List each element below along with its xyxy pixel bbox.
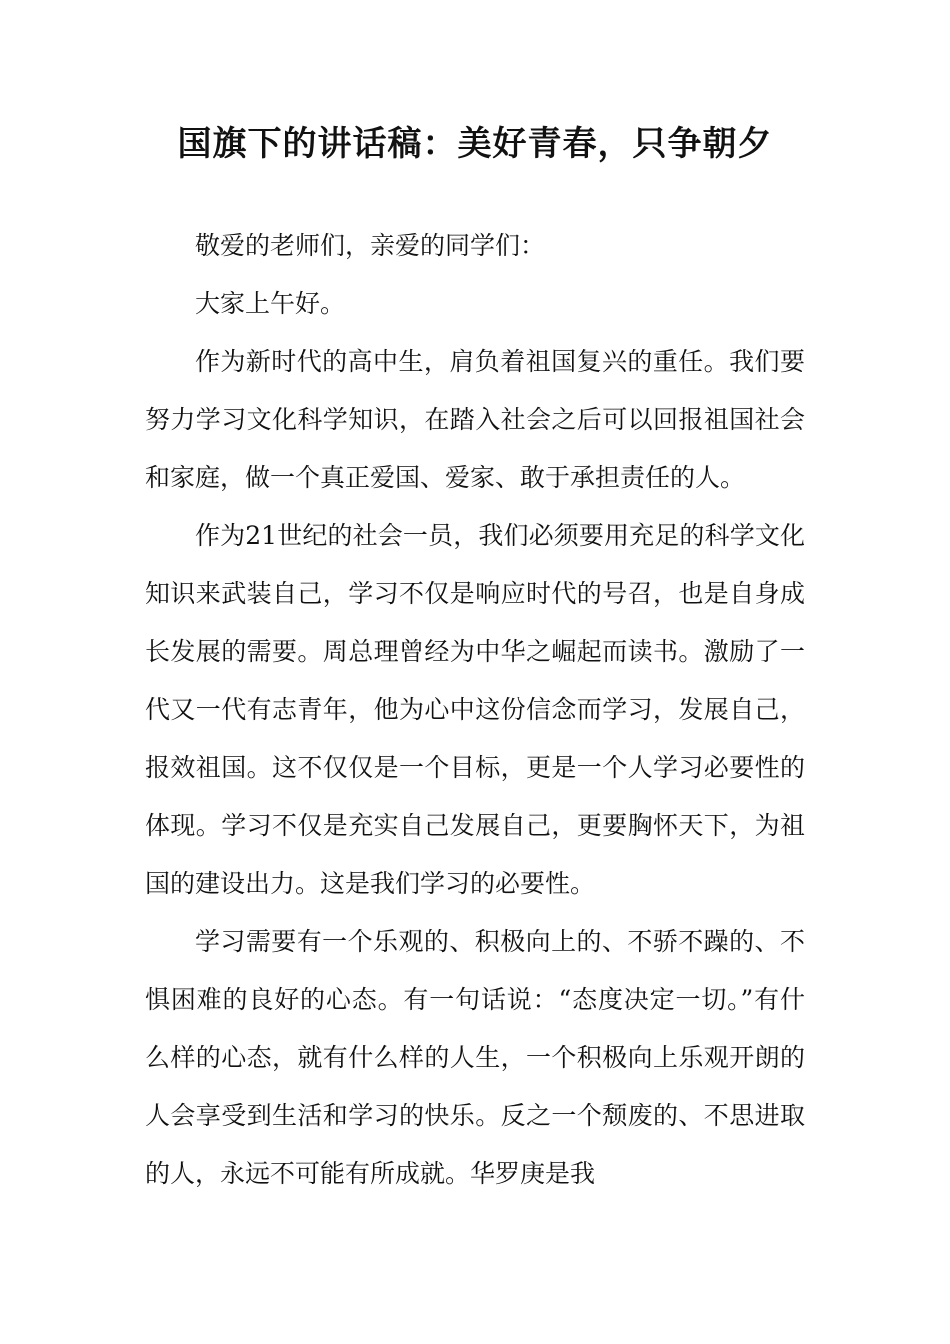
body-paragraph: 学习需要有一个乐观的、积极向上的、不骄不躁的、不惧困难的良好的心态。有一句话说：“态度决定一切。”有什么样的心态，就有什么样的人生，一个积极向上乐观开朗的人会享受到生活和学习的快乐。反之一个颓废的、不思进取的人，永远不可能有所成就。华罗庚是我 xyxy=(145,927,805,1188)
document-body xyxy=(145,217,805,1203)
greeting-paragraph: 大家上午好。 xyxy=(195,289,346,318)
document-title: 国旗下的讲话稿：美好青春，只争朝夕 xyxy=(177,124,773,164)
body-paragraph: 作为21世纪的社会一员，我们必须要用充足的科学文化知识来武装自己，学习不仅是响应时代的号召，也是自身成长发展的需要。周总理曾经为中华之崛起而读书。激励了一代又一代有志青年，他为心中这份信念而学习，发展自己，报效祖国。这不仅仅是一个目标，更是一个人学习必要性的体现。学习不仅是充实自己发展自己，更要胸怀天下，为祖国的建设出力。这是我们学习的必要性。 xyxy=(145,521,805,898)
body-paragraph: 作为新时代的高中生，肩负着祖国复兴的重任。我们要努力学习文化科学知识，在踏入社会之后可以回报祖国社会和家庭，做一个真正爱国、爱家、敢于承担责任的人。 xyxy=(145,347,805,492)
salutation-paragraph: 敬爱的老师们，亲爱的同学们： xyxy=(195,231,546,260)
